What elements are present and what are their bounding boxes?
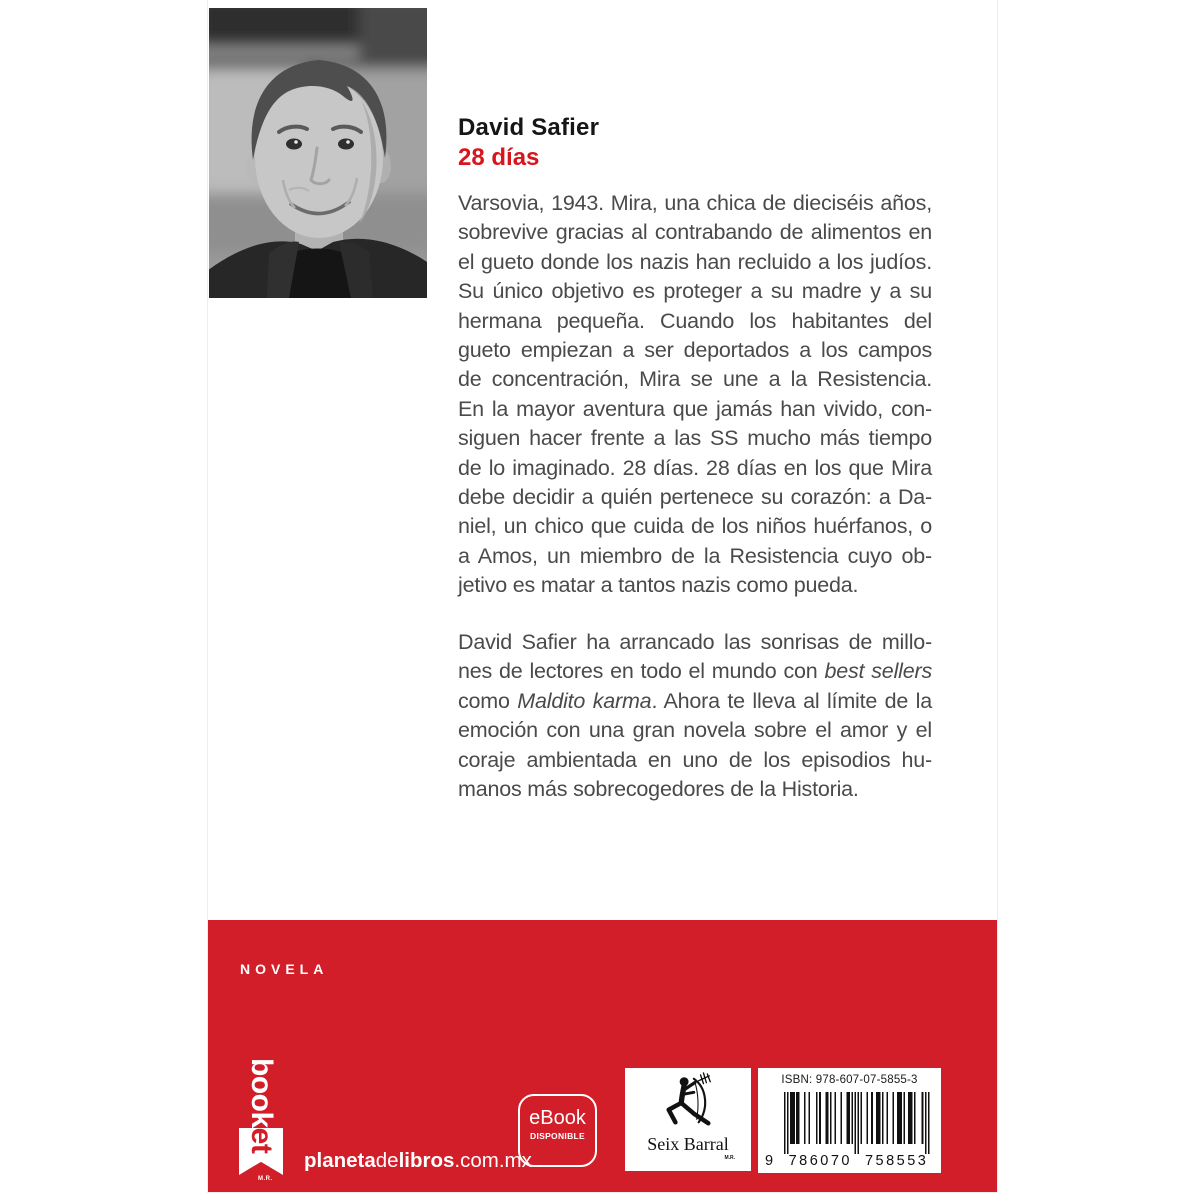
website-url: planetadelibros.com.mx [304, 1149, 532, 1172]
seix-barral-figure-icon [659, 1072, 717, 1132]
booket-logo [238, 1058, 284, 1182]
booket-wordmark: booket [245, 1058, 278, 1154]
genre-label: NOVELA [240, 961, 329, 977]
ebook-sublabel: DISPONIBLE [530, 1131, 585, 1141]
publisher-logo-box [625, 1068, 751, 1171]
publisher-name: Seix Barral [647, 1134, 729, 1154]
author-name: David Safier [458, 114, 600, 141]
book-back-cover [208, 0, 997, 1192]
book-title: 28 días [458, 144, 540, 171]
barcode-digits: 9 786070 758553 [765, 1153, 929, 1169]
author-photo [209, 8, 427, 298]
synopsis-paragraph: Varsovia, 1943. Mira, una chica de dieciséis años, sobrevive gracias al contrabando de alimentos en el gueto donde los nazis han recluido a los judíos. Su único objetivo es proteger a su madre y a su hermana pequeña. Cuando los habitantes del gueto empiezan a ser deportados a los campos de concentración, Mira se une a la Resistencia. En la mayor aventura que jamás han vivido, con- siguen hacer frente a las SS mucho más tiempo de lo imaginado. 28 días. 28 días en los que Mira debe decidir a quién pertenece su corazón: a Da- niel, un chico que cuida de los niños huérfanos, o a Amos, un miembro de la Resistencia cuyo ob- jetivo es matar a tantos nazis como pueda. [458, 191, 932, 598]
ebook-badge [518, 1094, 597, 1167]
barcode-box [758, 1068, 941, 1173]
ebook-label: eBook [529, 1107, 586, 1129]
publisher-trademark: M.R. [724, 1155, 735, 1161]
booket-trademark: M.R. [258, 1176, 273, 1182]
about-author-paragraph: David Safier ha arrancado las sonrisas de millo- nes de lectores en todo el mundo con best sellers como Maldito karma. Ahora te lleva al límite de la emoción con una gran novela sobre el amor y el coraje ambientada en uno de los episodios hu- manos más sobrecogedores de la Historia. [458, 630, 932, 802]
isbn-label: ISBN: 978-607-07-5855-3 [781, 1074, 918, 1086]
ean13-barcode [784, 1092, 930, 1154]
author-portrait-illustration [209, 8, 427, 298]
